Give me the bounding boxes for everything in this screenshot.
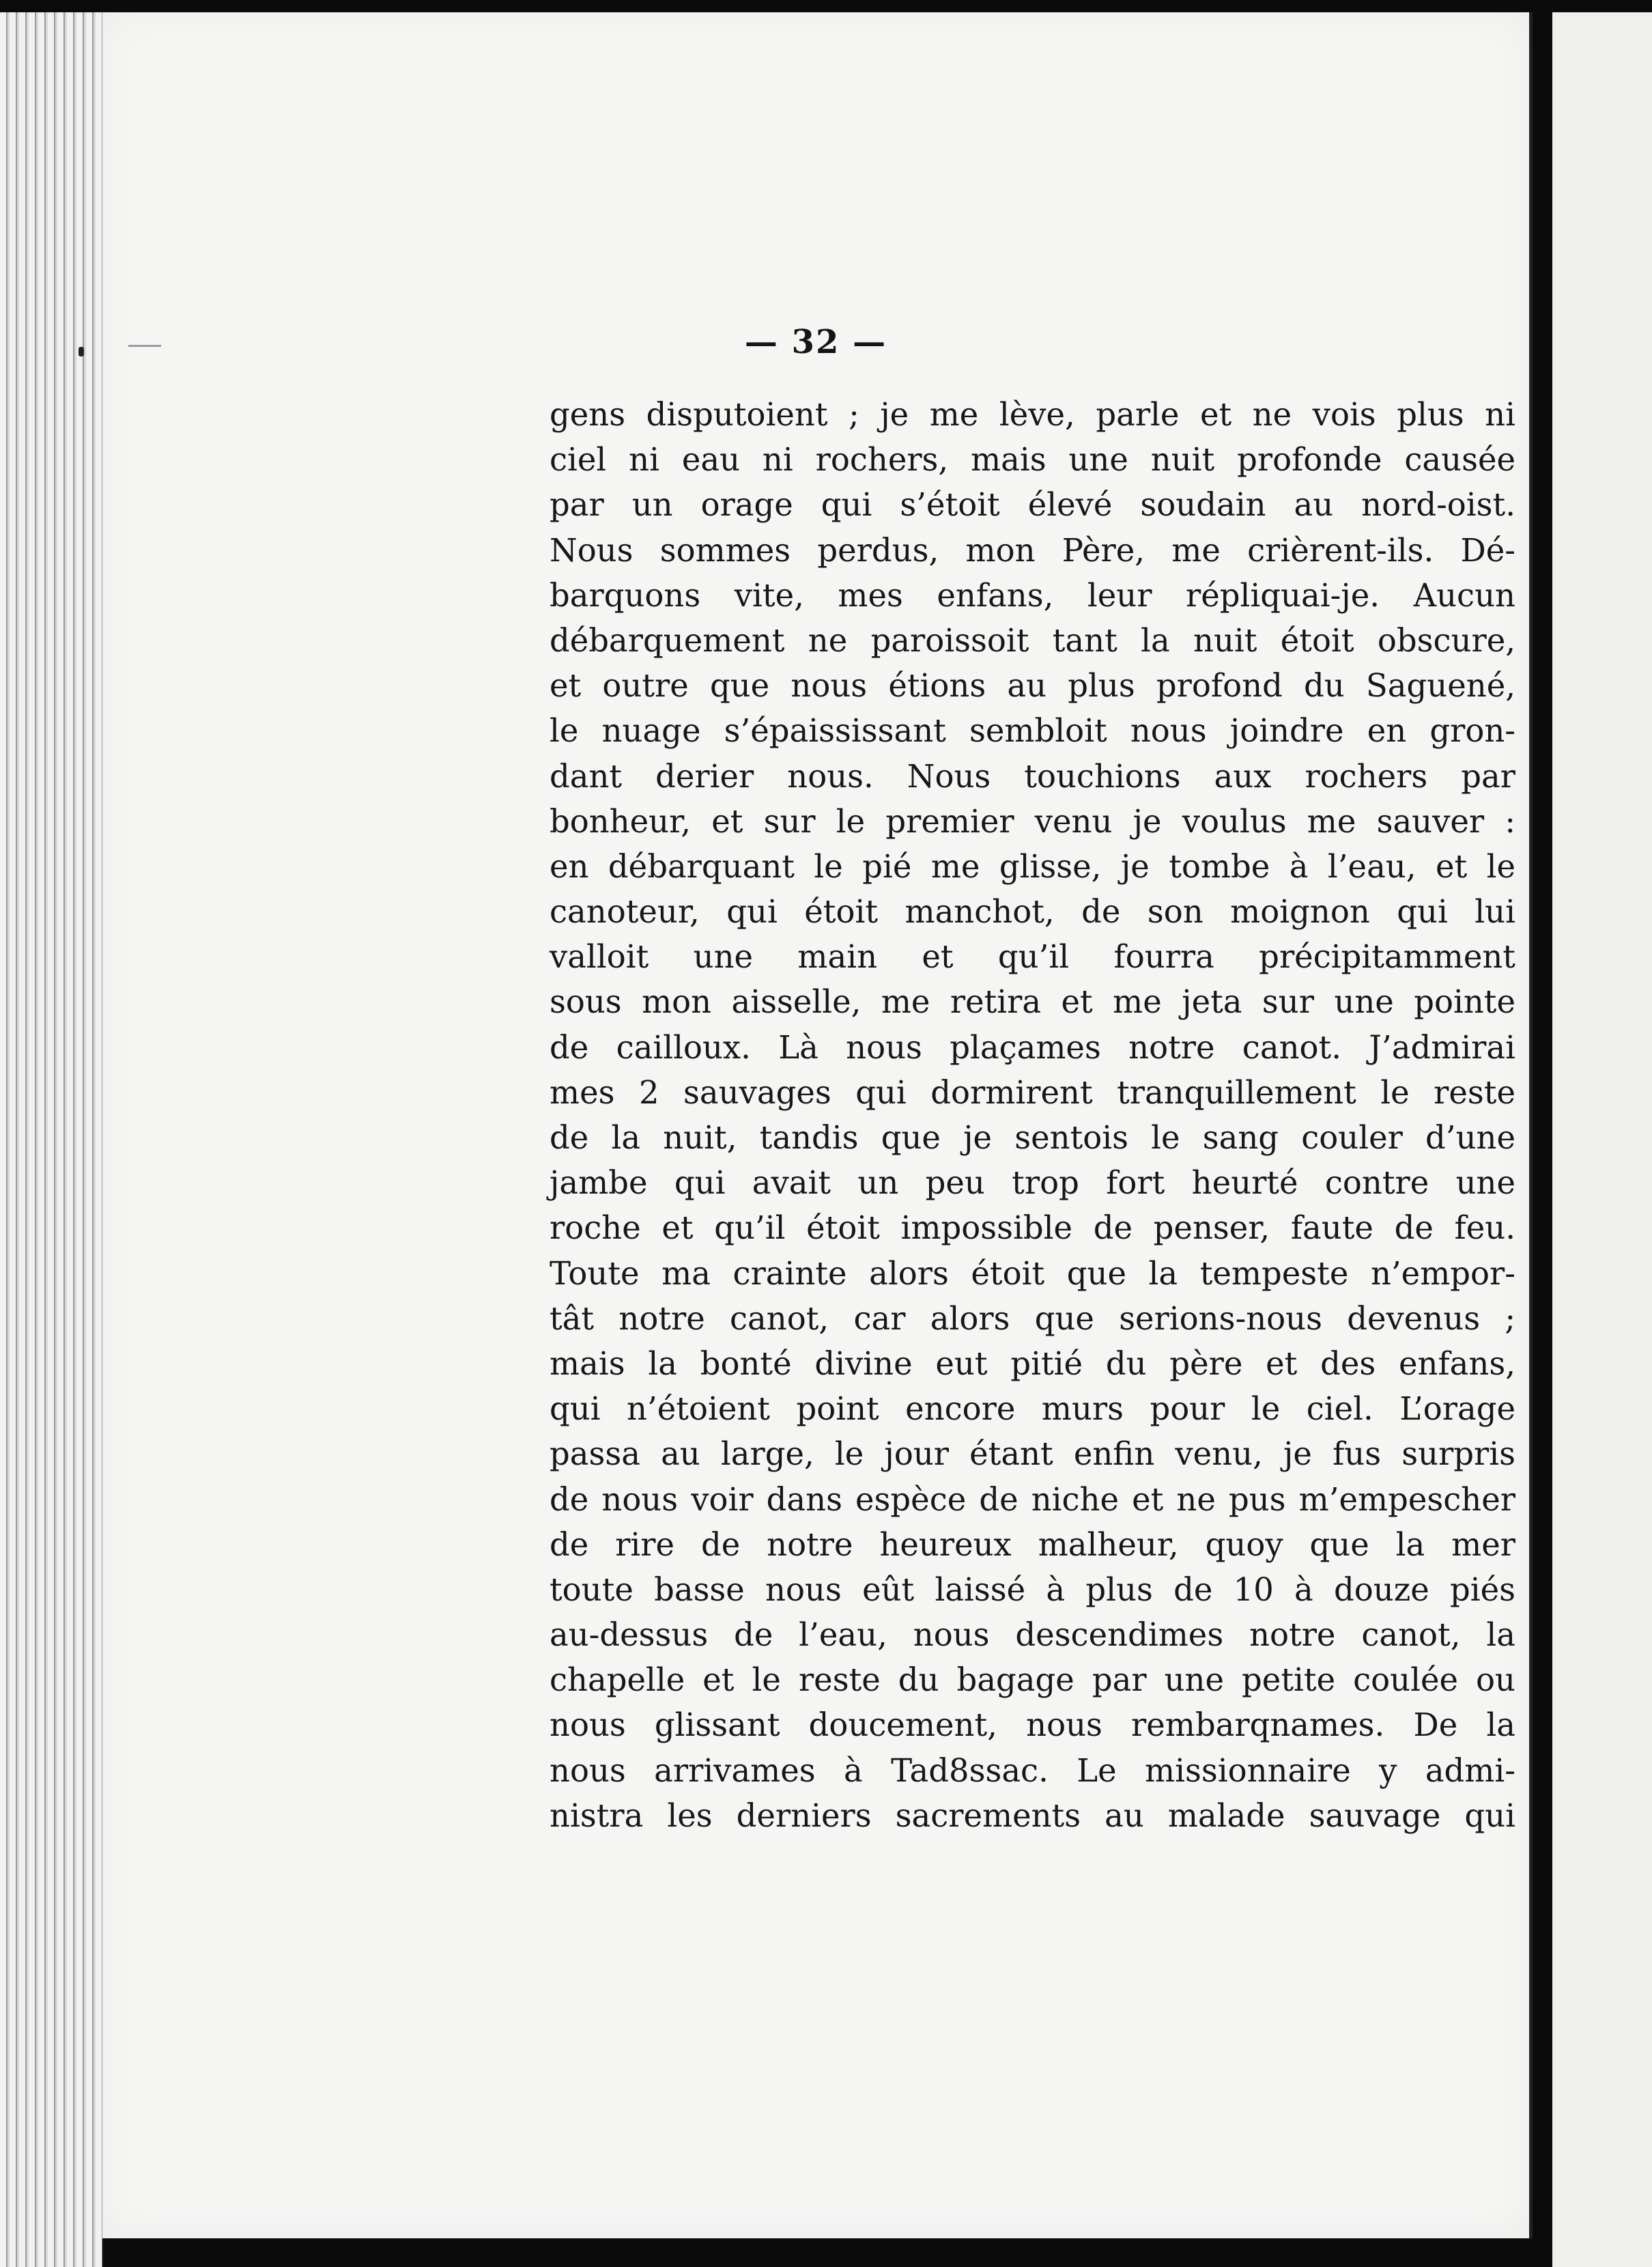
page — [102, 12, 1533, 2238]
text-line: nous arrivames à Tad8ssac. Le missionnaire y admi- — [550, 1751, 1515, 1789]
text-line: de la nuit, tandis que je sentois le sang couler d’une — [550, 1119, 1515, 1156]
text-line: passa au large, le jour étant enfin venu, je fus surpris — [550, 1435, 1515, 1473]
gutter-shadow — [1536, 0, 1552, 2267]
text-line: de cailloux. Là nous plaçames notre canot. J’admirai — [550, 1028, 1515, 1066]
adjacent-page-edge — [1552, 12, 1652, 2267]
text-line: canoteur, qui étoit manchot, de son moignon qui lui — [550, 893, 1515, 931]
text-line: barquons vite, mes enfans, leur répliquai-je. Aucun — [550, 576, 1515, 614]
body-text — [550, 392, 1515, 1838]
text-line: Nous sommes perdus, mon Père, me crièrent-ils. Dé- — [550, 531, 1515, 569]
margin-mark — [128, 345, 161, 347]
text-line: en débarquant le pié me glisse, je tombe à l’eau, et le — [550, 847, 1515, 885]
text-line: mais la bonté divine eut pitié du père et des enfans, — [550, 1344, 1515, 1382]
text-line: et outre que nous étions au plus profond du Saguené, — [550, 667, 1515, 705]
text-line: débarquement ne paroissoit tant la nuit étoit obscure, — [550, 621, 1515, 659]
text-line: mes 2 sauvages qui dormirent tranquillement le reste — [550, 1073, 1515, 1111]
text-line: ciel ni eau ni rochers, mais une nuit profonde causée — [550, 441, 1515, 479]
text-line: dant derier nous. Nous touchions aux rochers par — [550, 757, 1515, 795]
text-line: bonheur, et sur le premier venu je voulus me sauver : — [550, 802, 1515, 840]
page-number-header: — 32 — — [744, 323, 887, 361]
text-line: toute basse nous eût laissé à plus de 10 à douze piés — [550, 1571, 1515, 1608]
text-line: nistra les derniers sacrements au malade sauvage qui — [550, 1797, 1515, 1834]
text-line: jambe qui avait un peu trop fort heurté contre une — [550, 1164, 1515, 1202]
text-line: de nous voir dans espèce de niche et ne pus m’empescher — [550, 1480, 1515, 1518]
text-line: nous glissant doucement, nous rembarqnames. De la — [550, 1706, 1515, 1744]
text-line: Toute ma crainte alors étoit que la tempeste n’empor- — [550, 1254, 1515, 1292]
text-line: chapelle et le reste du bagage par une petite coulée ou — [550, 1661, 1515, 1699]
text-line: le nuage s’épaississant sembloit nous joindre en gron- — [550, 712, 1515, 750]
text-line: de rire de notre heureux malheur, quoy que la mer — [550, 1525, 1515, 1563]
text-line: qui n’étoient point encore murs pour le ciel. L’orage — [550, 1390, 1515, 1428]
text-line: par un orage qui s’étoit élevé soudain au nord-oist. — [550, 486, 1515, 524]
text-line: au-dessus de l’eau, nous descendimes notre canot, la — [550, 1616, 1515, 1654]
stacked-page-edges — [0, 0, 102, 2267]
text-line: roche et qu’il étoit impossible de penser, faute de feu. — [550, 1209, 1515, 1247]
text-line: tât notre canot, car alors que serions-nous devenus ; — [550, 1299, 1515, 1337]
ink-speck — [79, 347, 84, 356]
text-line: gens disputoient ; je me lève, parle et ne vois plus ni — [550, 396, 1515, 433]
text-line: valloit une main et qu’il fourra précipitamment — [550, 938, 1515, 976]
text-line: sous mon aisselle, me retira et me jeta sur une pointe — [550, 983, 1515, 1021]
